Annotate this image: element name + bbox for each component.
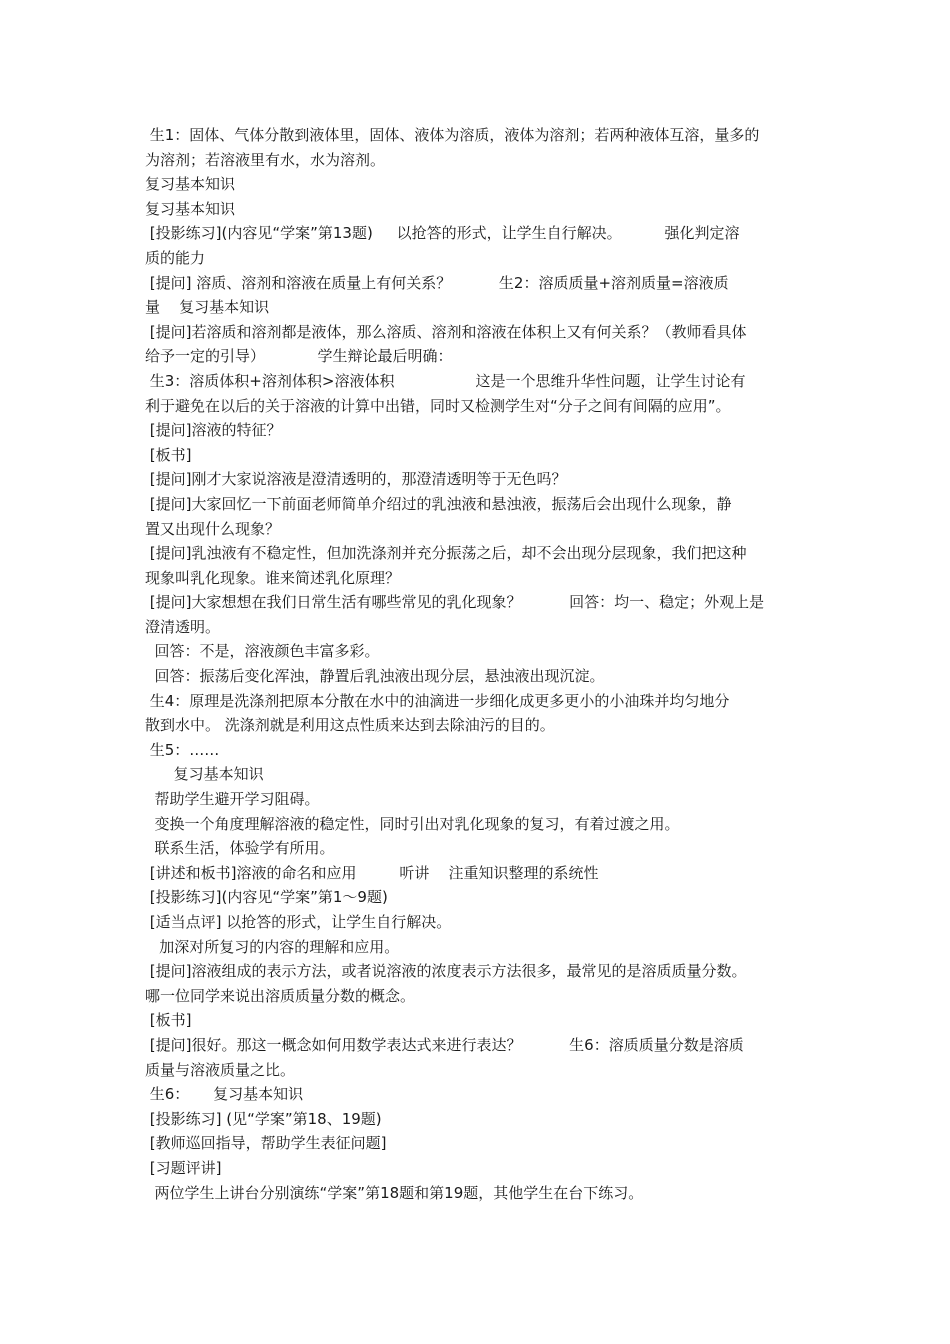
text-line: [教师巡回指导，帮助学生表征问题]: [145, 1134, 387, 1153]
text-line: 变换一个角度理解溶液的稳定性，同时引出对乳化现象的复习，有着过渡之用。: [145, 814, 680, 833]
text-line: 回答：振荡后变化浑浊，静置后乳浊液出现分层，悬浊液出现沉淀。: [145, 667, 605, 686]
text-line: 散到水中。 洗涤剂就是利用这点性质来达到去除油污的目的。: [145, 716, 555, 735]
text-line: 为溶剂；若溶液里有水，水为溶剂。: [145, 150, 386, 169]
text-line: [投影练习](内容见“学案”第1～9题): [145, 888, 388, 907]
text-line: 复习基本知识: [145, 765, 264, 784]
text-line: [习题评讲]: [145, 1158, 222, 1177]
text-line: 质量与溶液质量之比。: [145, 1060, 296, 1079]
text-line: [提问]大家回忆一下前面老师简单介绍过的乳浊液和悬浊液，振荡后会出现什么现象，静: [145, 494, 732, 513]
text-line: 复习基本知识: [145, 175, 236, 194]
text-line: [提问]溶液组成的表示方法，或者说溶液的浓度表示方法很多，最常见的是溶质质量分数。: [145, 962, 747, 981]
text-line: 生4：原理是洗涤剂把原本分散在水中的油滴进一步细化成更多更小的小油珠并均匀地分: [145, 691, 730, 710]
text-line: 给予一定的引导） 学生辩论最后明确：: [145, 347, 453, 366]
text-line: [提问]乳浊液有不稳定性，但加洗涤剂并充分振荡之后，却不会出现分层现象，我们把这种: [145, 544, 747, 563]
text-line: [提问]很好。那这一概念如何用数学表达式来进行表达？ 生6：溶质质量分数是溶质: [145, 1035, 744, 1054]
text-line: [提问]若溶质和溶剂都是液体，那么溶质、溶剂和溶液在体积上又有何关系？（教师看具体: [145, 322, 747, 341]
text-line: [讲述和板书]溶液的命名和应用 听讲 注重知识整理的系统性: [145, 863, 599, 882]
text-line: 回答：不是，溶液颜色丰富多彩。: [145, 642, 380, 661]
text-line: 帮助学生避开学习阻碍。: [145, 790, 320, 809]
text-line: 两位学生上讲台分别演练“学案”第18题和第19题，其他学生在台下练习。: [145, 1183, 644, 1202]
text-line: [板书]: [145, 1011, 192, 1030]
text-line: 生5：……: [145, 740, 220, 759]
text-line: [投影练习](内容见“学案”第13题) 以抢答的形式，让学生自行解决。 强化判定溶: [145, 224, 740, 243]
text-line: 复习基本知识: [145, 199, 236, 218]
text-line: 哪一位同学来说出溶质质量分数的概念。: [145, 986, 416, 1005]
text-line: [提问]溶液的特征？: [145, 421, 282, 440]
text-line: 置又出现什么现象？: [145, 519, 281, 538]
text-line: 生6： 复习基本知识: [145, 1085, 304, 1104]
text-line: 联系生活，体验学有所用。: [145, 839, 335, 858]
text-line: [投影练习] (见“学案”第18、19题): [145, 1109, 382, 1128]
text-line: [提问]刚才大家说溶液是澄清透明的，那澄清透明等于无色吗？: [145, 470, 567, 489]
text-line: [提问] 溶质、溶剂和溶液在质量上有何关系？ 生2：溶质质量+溶剂质量=溶液质: [145, 273, 729, 292]
text-line: [适当点评] 以抢答的形式，让学生自行解决。: [145, 913, 452, 931]
text-line: [板书]: [145, 445, 192, 464]
text-line: 加深对所复习的内容的理解和应用。: [145, 937, 400, 956]
text-line: [提问]大家想想在我们日常生活有哪些常见的乳化现象？ 回答：均一、稳定；外观上是: [145, 593, 765, 612]
document-body: [145, 123, 810, 1205]
text-line: 生3：溶质体积+溶剂体积>溶液体积 这是一个思维升华性问题，让学生讨论有: [145, 371, 746, 390]
text-line: 澄清透明。: [145, 617, 221, 636]
text-line: 现象叫乳化现象。谁来简述乳化原理？: [145, 568, 401, 587]
text-line: 质的能力: [145, 248, 206, 267]
text-line: 利于避免在以后的关于溶液的计算中出错，同时又检测学生对“分子之间有间隔的应用”。: [145, 396, 731, 415]
text-line: 量 复习基本知识: [145, 298, 270, 317]
text-line: 生1：固体、气体分散到液体里，固体、液体为溶质，液体为溶剂；若两种液体互溶，量多的: [145, 126, 760, 144]
